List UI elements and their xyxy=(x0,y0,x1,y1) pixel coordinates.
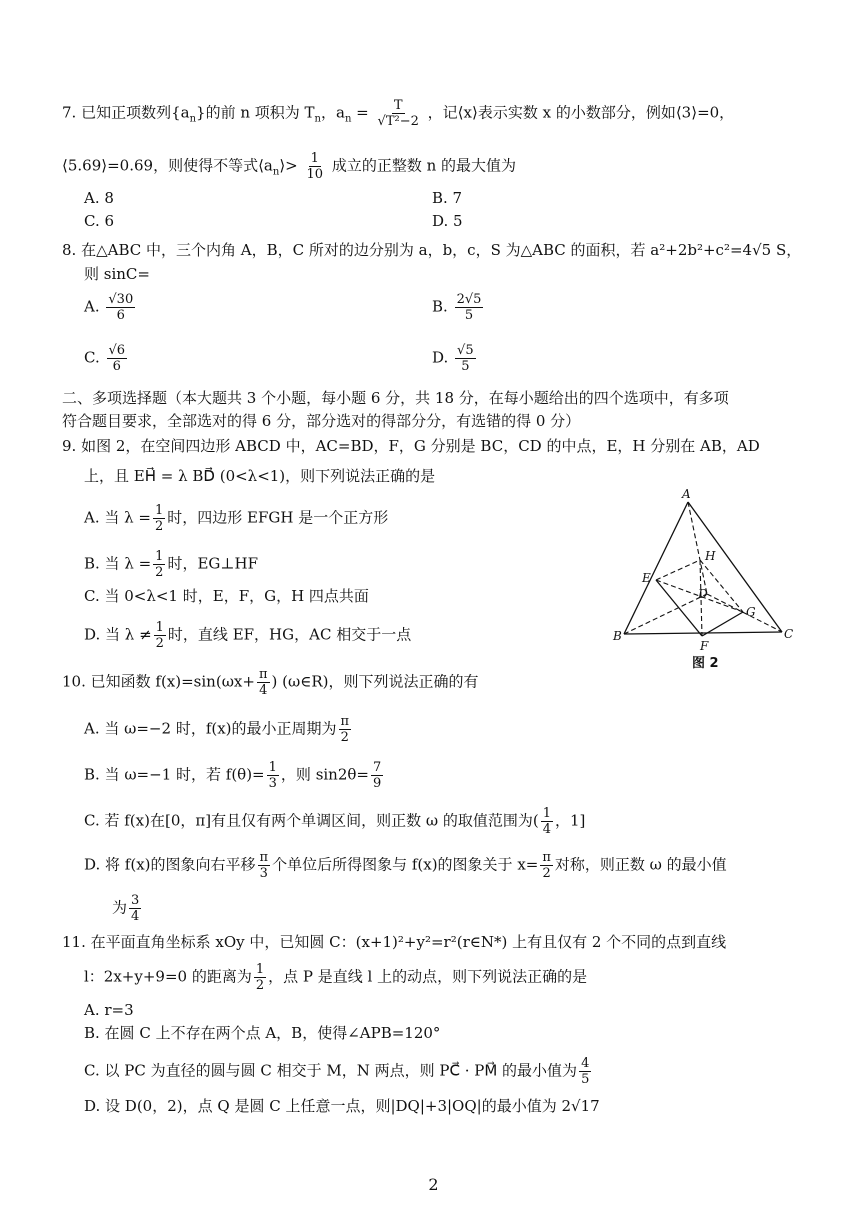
q7-line1 xyxy=(62,98,734,130)
fraction-numerator: 1 xyxy=(268,760,277,775)
fraction-numerator: 1 xyxy=(155,549,164,564)
q7-option-b: B. 7 xyxy=(432,189,463,207)
fraction-denominator: 2 xyxy=(340,730,349,745)
option-text: D. 将 f(x)的图象向右平移 xyxy=(84,855,256,874)
option-fraction xyxy=(129,893,141,924)
q11-text: ，点 P 是直线 l 上的动点，则下列说法正确的是 xyxy=(268,967,588,986)
q7-option-c: C. 6 xyxy=(84,212,115,230)
label-g: G xyxy=(746,605,756,619)
option-text: ，则 sin2θ= xyxy=(280,765,369,784)
fraction-numerator: √30 xyxy=(108,292,134,307)
option-fraction xyxy=(455,343,476,374)
page-number: 2 xyxy=(428,1175,439,1194)
fraction-denominator: 5 xyxy=(461,359,470,374)
fraction-denominator: 9 xyxy=(373,776,382,791)
option-text: B. 当 ω=−1 时，若 f(θ)= xyxy=(84,765,265,784)
option-label: C. xyxy=(84,348,100,367)
tetrahedron-figure xyxy=(612,488,802,668)
label-a: A xyxy=(682,488,691,501)
section2-header-line1: 二、多项选择题（本大题共 3 个小题，每小题 6 分，共 18 分，在每小题给出的四个选项中，有多项 xyxy=(62,389,729,407)
fraction-numerator: 1 xyxy=(155,620,164,635)
q8-line1: 8. 在△ABC 中，三个内角 A，B，C 所对的边分别为 a，b，c，S 为△ABC 的面积，若 a²+2b²+c²=4√5 S， xyxy=(62,241,802,259)
fraction-denominator: 2 xyxy=(155,565,164,580)
option-label: B. xyxy=(432,297,448,316)
option-fraction xyxy=(258,850,271,881)
label-f: F xyxy=(700,639,709,653)
q7-sub: n xyxy=(344,113,352,125)
q11-option-a: A. r=3 xyxy=(84,1001,134,1019)
q7-option-d: D. 5 xyxy=(432,212,463,230)
q11-line1: 11. 在平面直角坐标系 xOy 中，已知圆 C：(x+1)²+y²=r²(r∈N*) 上有且仅有 2 个不同的点到直线 xyxy=(62,933,727,951)
edge-bc xyxy=(624,632,782,634)
q11-option-b: B. 在圆 C 上不存在两个点 A，B，使得∠APB=120° xyxy=(84,1024,441,1042)
q10-option-d xyxy=(84,850,727,881)
fraction-denominator: 4 xyxy=(131,909,140,924)
q10-text: (ωx+ xyxy=(215,672,255,691)
option-label: A. xyxy=(84,297,100,316)
q10-line1 xyxy=(62,667,478,698)
edge-ac xyxy=(688,502,782,632)
option-fraction xyxy=(371,760,383,791)
option-fraction xyxy=(153,549,165,580)
q10-text: ) (ω∈R)，则下列说法正确的有 xyxy=(271,672,479,691)
option-fraction xyxy=(153,503,165,534)
q7-sub: n xyxy=(272,166,280,178)
q7-text: ⟨5.69⟩=0.69，则使得不等式⟨a xyxy=(62,156,273,175)
fraction-denominator: 3 xyxy=(259,866,268,881)
figure-caption: 图 2 xyxy=(692,656,719,671)
option-text: 时，四边形 EFGH 是一个正方形 xyxy=(167,508,389,527)
q11-fraction xyxy=(254,962,266,993)
q9-line1: 9. 如图 2，在空间四边形 ABCD 中，AC=BD，F，G 分别是 BC，CD 的中点，E，H 分别在 AB，AD xyxy=(62,437,760,455)
q7-sub: n xyxy=(189,113,197,125)
option-text: ，1] xyxy=(554,811,586,830)
option-fraction xyxy=(541,806,553,837)
option-fraction xyxy=(455,292,484,323)
q7-option-a: A. 8 xyxy=(84,189,114,207)
q8-option-b xyxy=(432,292,485,323)
option-text: A. 当 λ = xyxy=(84,508,151,527)
label-d: D xyxy=(698,587,708,601)
q10-text: 10. 已知函数 f(x)=sin xyxy=(62,672,216,691)
q7-text: ，记⟨x⟩表示实数 x 的小数部分，例如⟨3⟩=0， xyxy=(427,103,735,122)
fraction-denominator: 4 xyxy=(259,683,268,698)
q8-option-a xyxy=(84,292,137,323)
option-text: 对称，则正数 ω 的最小值 xyxy=(554,855,727,874)
option-fraction xyxy=(339,714,352,745)
fraction-numerator: T xyxy=(393,98,403,113)
option-text: 时，直线 EF，HG，AC 相交于一点 xyxy=(167,625,412,644)
option-text: C. 若 f(x)在[0，π]有且仅有两个单调区间，则正数 ω 的取值范围为( xyxy=(84,811,539,830)
option-text: B. 当 λ = xyxy=(84,554,152,573)
fraction-numerator: 7 xyxy=(373,760,382,775)
option-text: 为 xyxy=(112,898,128,917)
q10-option-c xyxy=(84,806,585,837)
fraction-numerator: π xyxy=(258,667,268,682)
label-c: C xyxy=(784,627,794,641)
edge-bd-hidden xyxy=(624,594,707,634)
q11-text: l：2x+y+9=0 的距离为 xyxy=(84,967,252,986)
edge-eh-hidden xyxy=(656,560,700,580)
fraction-denominator: 6 xyxy=(116,308,125,323)
q7-text: 成立的正整数 n 的最大值为 xyxy=(331,156,517,175)
fraction-denominator: 5 xyxy=(464,308,474,323)
q9-option-c: C. 当 0<λ<1 时，E，F，G，H 四点共面 xyxy=(84,587,369,605)
q9-option-b xyxy=(84,549,258,580)
fraction-numerator: 1 xyxy=(542,806,551,821)
q7-text: ，a xyxy=(321,103,345,122)
fraction-denominator: √T²−2 xyxy=(377,114,419,129)
q7-fraction-2 xyxy=(305,151,326,182)
fraction-denominator: 3 xyxy=(268,776,277,791)
label-h: H xyxy=(705,549,716,563)
q7-text: ⟩> xyxy=(279,156,298,175)
fraction-numerator: 1 xyxy=(255,962,265,977)
q11-option-c xyxy=(84,1056,593,1087)
fraction-numerator: √6 xyxy=(108,343,126,358)
fraction-numerator: 2√5 xyxy=(456,292,482,307)
fraction-numerator: 3 xyxy=(131,893,140,908)
fraction-numerator: π xyxy=(340,714,350,729)
q10-option-b xyxy=(84,760,385,791)
option-text: C. 以 PC 为直径的圆与圆 C 相交于 M，N 两点，则 PC⃗ · PM⃗ 的最小值为 xyxy=(84,1061,578,1080)
edge-hg-hidden xyxy=(700,560,743,612)
option-fraction xyxy=(540,850,553,881)
q7-line2 xyxy=(62,151,516,183)
fraction-denominator: 2 xyxy=(154,519,164,534)
q7-text: = xyxy=(351,103,369,122)
option-text: 时，EG⊥HF xyxy=(167,554,258,573)
q7-text: 7. 已知正项数列{a xyxy=(62,103,190,122)
q9-line2: 上，且 EH⃗ = λ BD⃗ (0<λ<1)，则下列说法正确的是 xyxy=(84,467,436,485)
fraction-denominator: 10 xyxy=(306,167,324,182)
section2-header-line2: 符合题目要求，全部选对的得 6 分，部分选对的得部分分，有选错的得 0 分） xyxy=(62,412,581,430)
q10-option-d-line2 xyxy=(112,893,143,924)
q10-fraction xyxy=(257,667,270,698)
q8-option-c xyxy=(84,343,129,374)
fraction-denominator: 2 xyxy=(255,978,265,993)
fraction-numerator: √5 xyxy=(457,343,474,358)
q7-fraction xyxy=(376,98,421,129)
label-e: E xyxy=(642,571,651,585)
fraction-denominator: 4 xyxy=(542,822,551,837)
option-text: D. 当 λ ≠ xyxy=(84,625,152,644)
q11-line2 xyxy=(84,962,587,993)
q9-option-a xyxy=(84,503,388,534)
option-fraction xyxy=(107,343,128,374)
q8-option-d xyxy=(432,343,478,374)
fraction-numerator: π xyxy=(542,850,551,865)
option-fraction xyxy=(579,1056,591,1087)
option-fraction xyxy=(106,292,135,323)
q10-option-a xyxy=(84,714,353,745)
fraction-denominator: 5 xyxy=(581,1072,590,1087)
option-label: D. xyxy=(432,348,449,367)
fraction-numerator: 1 xyxy=(310,151,319,166)
fraction-denominator: 6 xyxy=(112,359,121,374)
option-fraction xyxy=(154,620,166,651)
q8-line2: 则 sinC= xyxy=(84,265,150,283)
q9-option-d xyxy=(84,620,411,651)
label-b: B xyxy=(613,629,622,643)
option-text: A. 当 ω=−2 时，f(x)的最小正周期为 xyxy=(84,719,337,738)
fraction-numerator: π xyxy=(259,850,269,865)
fraction-denominator: 2 xyxy=(155,636,164,651)
q7-sub: n xyxy=(314,113,321,125)
edge-ab xyxy=(624,502,688,634)
q11-option-d: D. 设 D(0，2)，点 Q 是圆 C 上任意一点，则|DQ|+3|OQ|的最小值为 2√17 xyxy=(84,1097,600,1115)
option-text: 个单位后所得图象与 f(x)的图象关于 x= xyxy=(272,855,539,874)
fraction-numerator: 1 xyxy=(154,503,164,518)
fraction-denominator: 2 xyxy=(542,866,551,881)
option-fraction xyxy=(267,760,279,791)
fraction-numerator: 4 xyxy=(581,1056,590,1071)
q7-text: }的前 n 项积为 T xyxy=(196,103,315,122)
